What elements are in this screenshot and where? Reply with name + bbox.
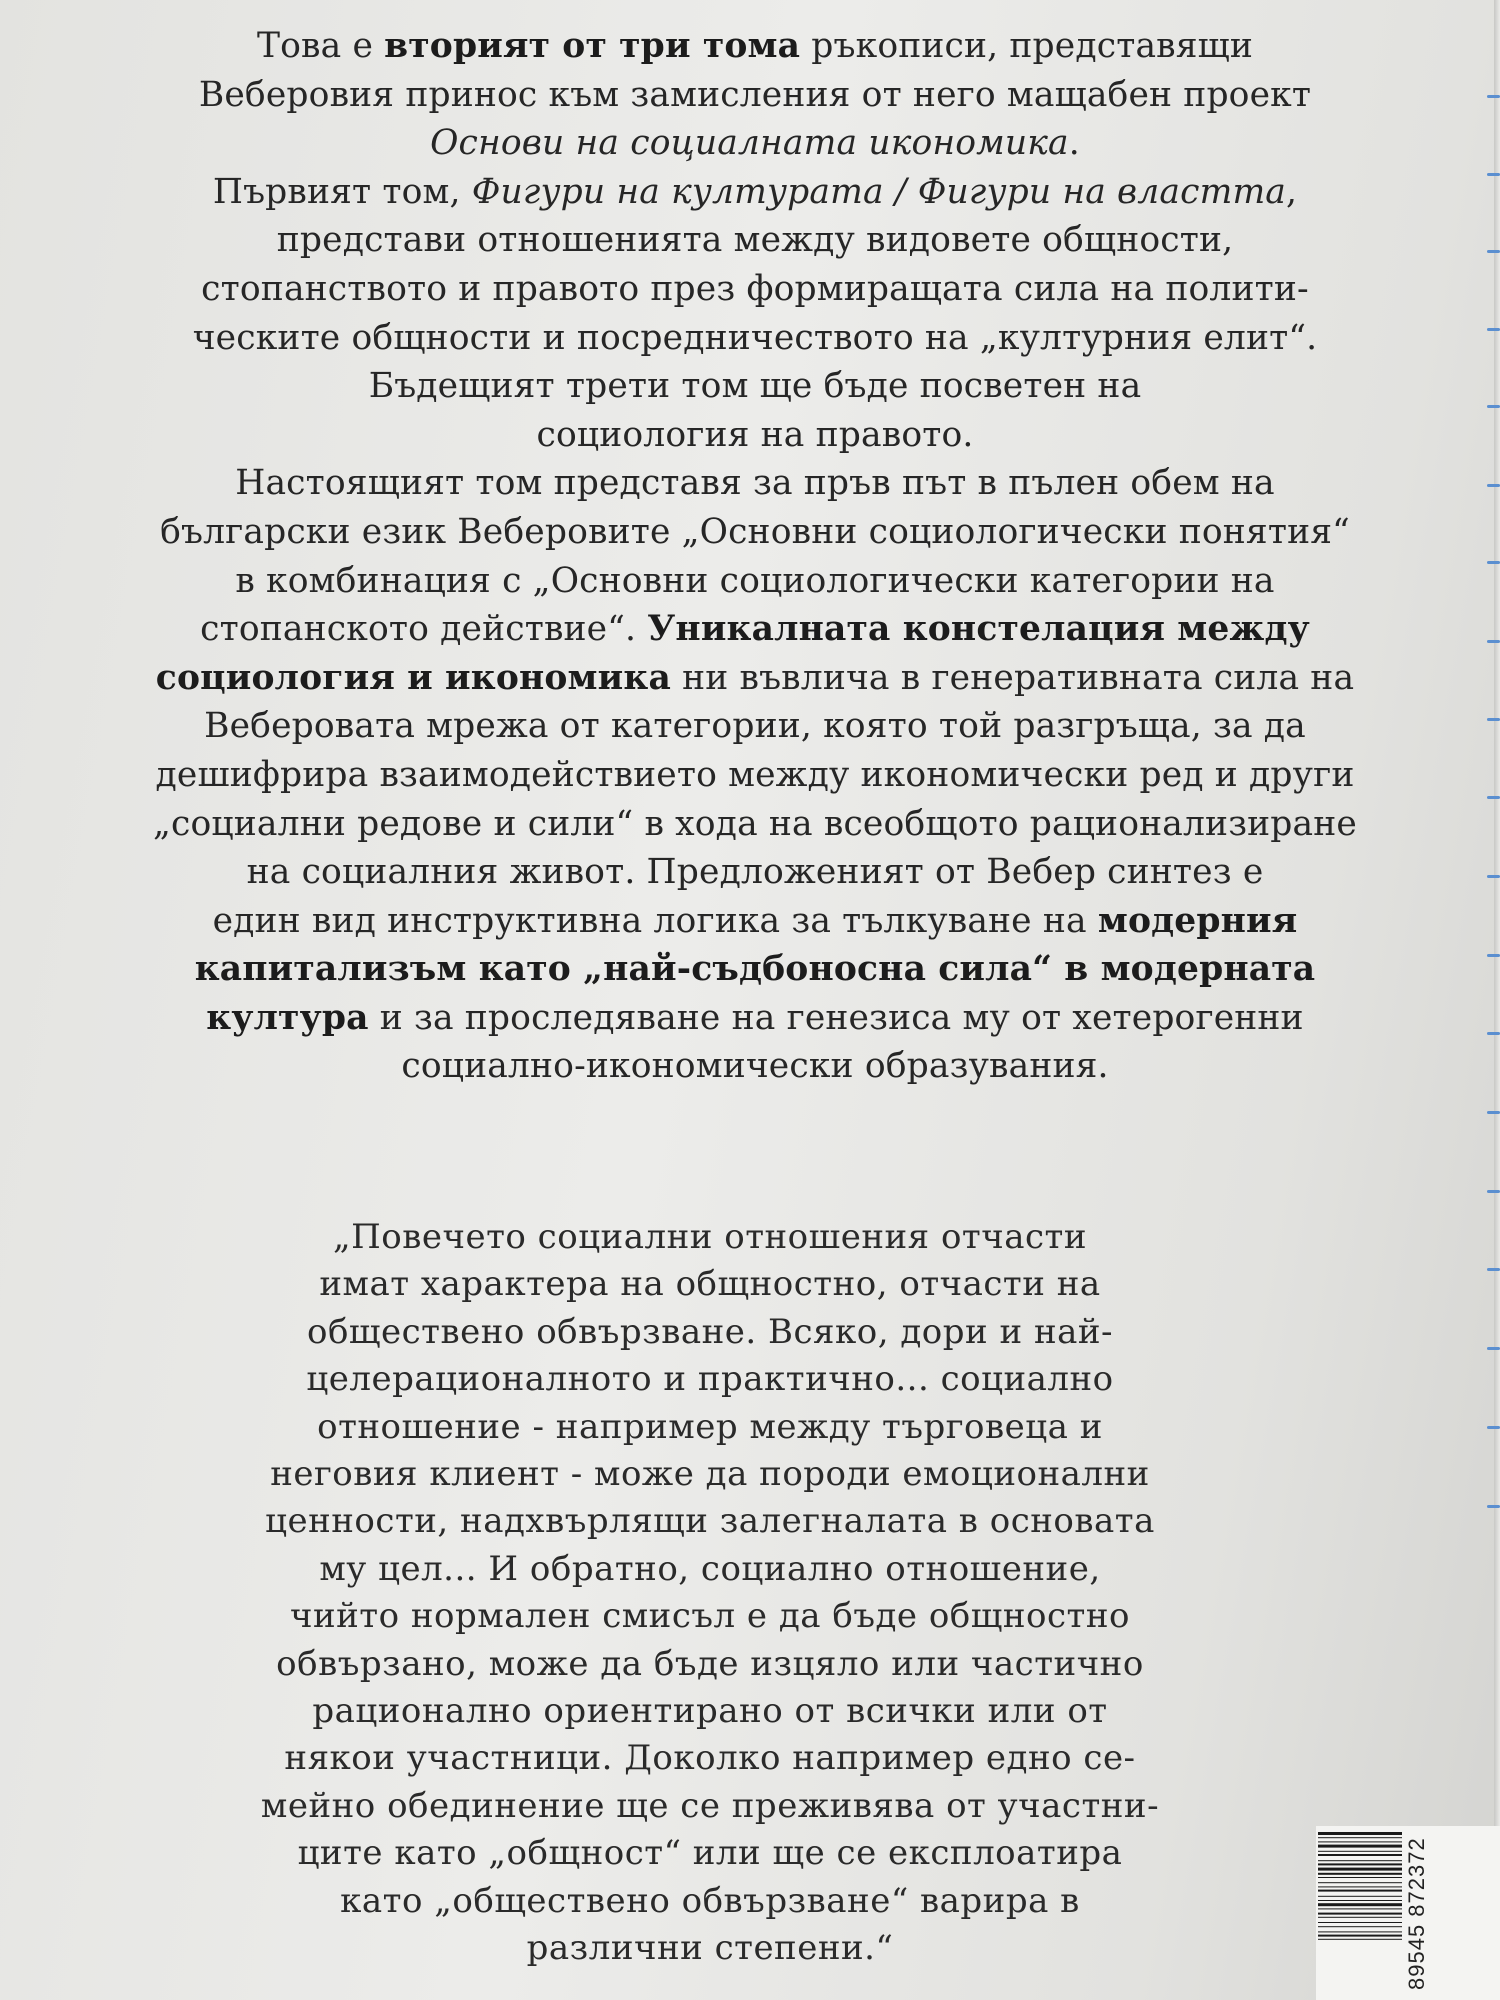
- barcode-bar: [1318, 1882, 1402, 1883]
- barcode-bar: [1318, 1939, 1402, 1940]
- text-line: [110, 216, 1400, 265]
- text-segment: стопанството и правото през формиращата сила на полити-: [201, 268, 1309, 309]
- quote-line: обвързано, може да бъде изцяло или частично: [276, 1643, 1144, 1684]
- barcode-bar: [1318, 1903, 1402, 1906]
- bold-text: култура: [206, 997, 369, 1038]
- text-line: [110, 314, 1400, 363]
- quote-line: имат характера на общностно, отчасти на: [319, 1264, 1101, 1305]
- text-segment: ,: [1286, 171, 1298, 212]
- barcode-bar: [1318, 1913, 1402, 1915]
- barcode-bar: [1318, 1877, 1402, 1878]
- barcode-bar: [1318, 1837, 1402, 1838]
- barcode-digits: 89545 872372: [1404, 1837, 1429, 1990]
- text-line: [110, 22, 1400, 71]
- quote-line: различни степени.“: [526, 1928, 894, 1969]
- quote-line: ците като „общност“ или ще се експлоатира: [297, 1833, 1123, 1874]
- text-segment: на социалния живот. Предложеният от Вебер синтез е: [246, 852, 1264, 893]
- notebook-lines-decoration: [1486, 0, 1500, 1560]
- text-line: [110, 1042, 1400, 1091]
- bold-text: капитализъм като „най-съдбоносна сила“ в модерната: [194, 949, 1316, 990]
- barcode-bar: [1318, 1935, 1402, 1937]
- barcode-bar: [1318, 1890, 1402, 1892]
- text-segment: в комбинация с „Основни социологически категории на: [235, 560, 1275, 601]
- text-segment: Бъдещият трети том ще бъде посветен на: [368, 366, 1142, 407]
- text-line: [110, 557, 1400, 606]
- quote-line: рационално ориентирано от всички или от: [312, 1691, 1108, 1732]
- bold-text: Уникалната констелация между: [647, 609, 1310, 650]
- text-segment: ческите общности и посредничеството на „културния елит“.: [192, 317, 1318, 358]
- text-line: [110, 654, 1400, 703]
- text-line: [110, 265, 1400, 314]
- barcode-bar: [1318, 1841, 1402, 1842]
- text-segment: и за проследяване на генезиса му от хетерогенни: [368, 997, 1304, 1038]
- quote-line: му цел... И обратно, социално отношение,: [319, 1548, 1101, 1589]
- barcode-bar: [1318, 1873, 1402, 1875]
- barcode-bar: [1318, 1860, 1402, 1861]
- quote-line: обществено обвързване. Всяко, дори и най-: [306, 1311, 1114, 1352]
- barcode-bar: [1318, 1845, 1402, 1848]
- barcode-bar: [1318, 1922, 1402, 1923]
- text-segment: Това е: [256, 26, 385, 66]
- bold-text: социология и икономика: [155, 657, 671, 698]
- text-line: [110, 945, 1400, 994]
- description-paragraph: [110, 22, 1400, 1091]
- barcode-bar: [1318, 1886, 1402, 1887]
- text-line: [110, 459, 1400, 508]
- barcode-bar: [1318, 1908, 1402, 1909]
- quote-line: като „обществено обвързване“ варира в: [340, 1880, 1080, 1921]
- text-segment: .: [1068, 123, 1080, 164]
- text-segment: ръкописи, представящи: [800, 26, 1254, 66]
- quote-line: ценности, надхвърлящи залегналата в основата: [265, 1501, 1155, 1542]
- text-segment: социология на правото.: [536, 414, 974, 455]
- barcode-bar: [1318, 1931, 1402, 1932]
- text-line: [110, 800, 1400, 849]
- text-line: [110, 411, 1400, 460]
- text-line: [110, 897, 1400, 946]
- text-segment: представи отношенията между видовете общности,: [276, 220, 1234, 261]
- barcode-bar: [1318, 1896, 1402, 1897]
- quote-paragraph: [210, 1214, 1210, 1973]
- text-segment: ни въвлича в генеративната сила на: [670, 657, 1355, 698]
- barcode-bar: [1318, 1854, 1402, 1856]
- text-line: [110, 119, 1400, 168]
- text-line: [110, 605, 1400, 654]
- text-line: [110, 994, 1400, 1043]
- text-line: [110, 168, 1400, 217]
- barcode-bar: [1318, 1832, 1402, 1835]
- text-line: [110, 362, 1400, 411]
- barcode-bar: [1318, 1900, 1402, 1901]
- text-segment: „социални редове и сили“ в хода на всеобщото рационализиране: [153, 803, 1357, 844]
- bold-text: вторият от три тома: [384, 26, 801, 66]
- text-line: [110, 508, 1400, 557]
- barcode-bar: [1318, 1868, 1402, 1871]
- text-segment: стопанското действие“.: [200, 609, 648, 650]
- quote-line: някои участници. Доколко например едно се-: [284, 1738, 1136, 1779]
- text-segment: Първият том,: [212, 171, 472, 212]
- text-segment: дешифрира взаимодействието между икономически ред и други: [155, 754, 1355, 795]
- text-segment: социално-икономически образувания.: [401, 1046, 1109, 1087]
- text-segment: български език Веберовите „Основни социологически понятия“: [160, 511, 1350, 552]
- quote-line: целерационалното и практично... социално: [306, 1359, 1114, 1400]
- text-segment: Настоящият том представя за пръв път в пълен обем на: [235, 463, 1275, 504]
- quote-line: „Повечето социални отношения отчасти: [333, 1217, 1087, 1257]
- quote-line: мейно обединение ще се преживява от участни-: [260, 1785, 1160, 1826]
- text-segment: един вид инструктивна логика за тълкуване на: [212, 900, 1098, 941]
- text-line: [110, 71, 1400, 120]
- text-line: [110, 848, 1400, 897]
- barcode-bar: [1318, 1863, 1402, 1865]
- quote-line: неговия клиент - може да породи емоционални: [270, 1454, 1150, 1495]
- text-line: [110, 702, 1400, 751]
- bold-text: модерния: [1097, 900, 1298, 941]
- italic-title: Фигури на културата / Фигури на властта: [471, 171, 1287, 212]
- barcode-bar: [1318, 1851, 1402, 1852]
- text-segment: Веберовия принос към замисления от него мащабен проект: [198, 74, 1312, 115]
- text-line: [110, 751, 1400, 800]
- text-segment: Веберовата мрежа от категории, която той разгръща, за да: [204, 706, 1306, 747]
- quote-line: отношение - например между търговеца и: [317, 1406, 1103, 1447]
- barcode-bar: [1318, 1926, 1402, 1927]
- barcode-bar: [1318, 1917, 1402, 1918]
- italic-title: Основи на социалната икономика: [430, 123, 1069, 164]
- quote-line: чийто нормален смисъл е да бъде общностно: [290, 1596, 1130, 1637]
